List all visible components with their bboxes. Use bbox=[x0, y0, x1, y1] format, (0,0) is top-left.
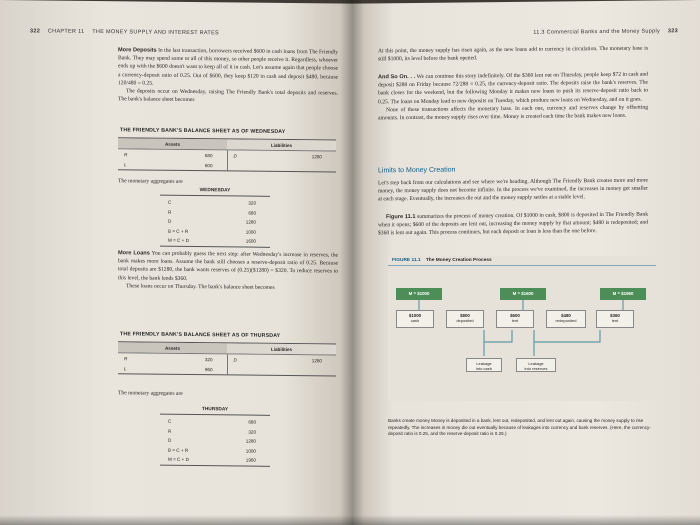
leakage-cash-box bbox=[466, 358, 502, 372]
m-box: M = $1960 bbox=[600, 288, 646, 300]
m-box: M = $1600 bbox=[500, 288, 546, 300]
para-soon-text: We can continue this story indefinitely. Of the $360 lent out on Thursday, people keep $72 in cash and deposit $288 on Friday because 72/288 = 0.25, the currency-deposit ratio. The deposits raise the bank's reserves. The bank closes for the weekend, but the following Monday it makes new loans to push its reserve-deposit ratio back to 0.25. The loans on Monday lead to new deposits on Tuesday, which produce new loans on Wednesday, and on it goes. bbox=[378, 71, 648, 105]
table1-liabilities-header: Liabilities bbox=[227, 139, 336, 150]
table-row bbox=[118, 159, 227, 170]
row-key: R bbox=[168, 428, 172, 434]
row-key: B = C + R bbox=[168, 228, 189, 234]
runin-more-loans: More Loans bbox=[118, 250, 150, 257]
para-loans-text: You can probably guess the next step: after Wednesday's increase in reserves, the bank makes more loans. Assume the bank still chooses a reserve-deposit ratio of 0.25. Because total deposits are $1280, the bank wants reserves of (0.25)($1280) = $320. To reduce reserves to this level, the bank lends $360. bbox=[118, 250, 338, 282]
figure-rule bbox=[388, 265, 656, 266]
left-running-head bbox=[30, 28, 219, 36]
row-key: D bbox=[168, 219, 172, 225]
balance-sheet-wednesday bbox=[118, 137, 336, 172]
table2-body bbox=[118, 353, 336, 375]
row-value: 320 bbox=[204, 356, 213, 362]
figure-title-text: The Money Creation Process bbox=[425, 258, 492, 263]
row-key: C bbox=[168, 419, 172, 425]
row-key: L bbox=[124, 161, 127, 167]
book-gutter bbox=[340, 0, 364, 525]
left-running-title: THE MONEY SUPPLY AND INTEREST RATES bbox=[92, 28, 220, 37]
balance-sheet-thursday bbox=[118, 341, 336, 376]
row-value: 320 bbox=[248, 429, 256, 435]
row-key: R bbox=[124, 355, 128, 361]
flow-label: lent bbox=[611, 318, 619, 323]
para-limits: Let's step back from our calculations and see where we're heading. Although The Friendly Bank creates more and more money, the money supply does not become infinite. In the process we've examined, the increases in money get smaller at each stage. Eventually, the increases die out and the money supply settles at a stable level. bbox=[378, 177, 648, 203]
table1-body bbox=[118, 149, 336, 171]
bottom-edge-shadow bbox=[0, 515, 700, 525]
agg1-intro: The monetary aggregates are bbox=[118, 178, 183, 185]
table1-assets bbox=[118, 149, 228, 170]
runin-and-so-on: And So On. . . bbox=[378, 73, 416, 81]
right-running-head bbox=[533, 28, 678, 36]
aggregates-wednesday bbox=[160, 188, 270, 248]
flow-amount: $1000 bbox=[408, 313, 422, 318]
aggregates-thursday bbox=[160, 407, 270, 467]
row-value: 600 bbox=[204, 162, 213, 168]
flow-box-redeposited bbox=[546, 310, 586, 328]
flow-amount: $360 bbox=[610, 313, 620, 318]
row-key: R bbox=[124, 151, 128, 157]
table1-assets-header: Assets bbox=[118, 138, 227, 149]
flow-label: cash bbox=[410, 318, 420, 323]
row-value: 1000 bbox=[245, 448, 256, 454]
row-value: 1000 bbox=[245, 229, 256, 235]
flow-box-cash bbox=[396, 310, 434, 328]
table-row bbox=[160, 236, 270, 247]
table2-liabilities bbox=[228, 354, 337, 375]
left-page-number: 322 bbox=[30, 28, 41, 35]
agg1-title: WEDNESDAY bbox=[160, 188, 270, 197]
row-value: 1280 bbox=[311, 153, 322, 159]
row-value: 1280 bbox=[311, 357, 322, 363]
row-value: 1600 bbox=[245, 238, 256, 244]
flow-box-deposited bbox=[446, 310, 484, 328]
para-fig-text: summarizes the process of money creation. Of $1000 in cash, $800 is deposited in The Friendly Bank when it opens; $600 of the deposits are lent out, increasing the money supply by that amount; $480 is redeposited; and $360 is lent out again. This process continues, but each deposit or loan is less than the one before. bbox=[378, 211, 648, 237]
row-key: C bbox=[168, 200, 172, 206]
flow-amount: $600 bbox=[510, 313, 520, 318]
row-key: D bbox=[233, 356, 237, 362]
chapter-label: CHAPTER 11 bbox=[47, 28, 85, 35]
para-more-deposits bbox=[118, 46, 338, 106]
row-key: D bbox=[168, 438, 172, 444]
flow-amount: $800 bbox=[460, 313, 470, 318]
table2-assets bbox=[118, 353, 228, 374]
table-row bbox=[228, 354, 337, 365]
row-value: 320 bbox=[248, 200, 256, 206]
agg2-rows bbox=[160, 417, 270, 467]
row-key: B = C + R bbox=[168, 447, 189, 453]
para-top: At this point, the money supply has risen again, as the new loans add to currency in circulation. The monetary base is still $1000, its level before the bank opened. bbox=[378, 45, 648, 63]
table1-title: THE FRIENDLY BANK'S BALANCE SHEET AS OF WEDNESDAY bbox=[120, 127, 286, 135]
figure-caption: Banks create money Money is deposited in a bank, lent out, redeposited, and lent out again, causing the money supply to rise repeatedly. The increases in money die out eventually because of leakages into currency and bank reserves. (Here, the currency-deposit ratio is 0.25, and the reserve-deposit ratio is 0.25.) bbox=[388, 418, 651, 436]
row-value: 1280 bbox=[245, 438, 256, 444]
flow-amount: $480 bbox=[561, 313, 571, 318]
row-key: L bbox=[124, 365, 127, 371]
para-figure-ref bbox=[378, 211, 648, 238]
flow-box-lent-again bbox=[596, 310, 634, 328]
row-value: 680 bbox=[204, 152, 213, 158]
leak-label: Leakage bbox=[528, 361, 544, 366]
leakage-reserves-box bbox=[516, 358, 556, 372]
agg2-title: THURSDAY bbox=[160, 407, 270, 416]
flow-label: redeposited bbox=[555, 318, 577, 323]
table-row bbox=[160, 455, 270, 466]
table-row bbox=[228, 150, 337, 161]
runin-more-deposits: More Deposits bbox=[118, 47, 157, 54]
figure-label: FIGURE 11.1 bbox=[392, 258, 421, 263]
agg2-intro: The monetary aggregates are bbox=[118, 390, 183, 397]
table1-liabilities bbox=[228, 150, 337, 171]
row-value: 680 bbox=[248, 419, 256, 425]
para-deposits-text-2: The deposits occur on Wednesday, raising The Friendly Bank's total deposits and reserves. The bank's balance sheet becomes bbox=[118, 88, 338, 104]
table2-assets-header: Assets bbox=[118, 342, 227, 353]
runin-figure-ref: Figure 11.1 bbox=[386, 213, 416, 221]
figure-title bbox=[392, 258, 492, 263]
row-key: M = C + D bbox=[168, 238, 189, 244]
flow-label: lent bbox=[511, 318, 519, 323]
leak-label: Leakage bbox=[476, 361, 492, 366]
m-box: M = $1000 bbox=[396, 288, 442, 300]
flow-box-lent bbox=[496, 310, 534, 328]
right-running-title: 11.3 Commercial Banks and the Money Supply bbox=[533, 28, 661, 36]
row-value: 1280 bbox=[245, 219, 256, 225]
row-value: 960 bbox=[204, 366, 213, 372]
flow-label: deposited bbox=[456, 318, 474, 323]
row-value: 1960 bbox=[245, 457, 256, 463]
row-key: D bbox=[233, 152, 237, 158]
para-and-so-on bbox=[378, 71, 648, 123]
section-title-limits: Limits to Money Creation bbox=[378, 166, 456, 175]
agg1-rows bbox=[160, 198, 270, 248]
table-row bbox=[118, 363, 227, 374]
para-loans-text-2: These loans occur on Thursday. The bank's balance sheet becomes bbox=[126, 283, 275, 291]
row-key: M = C + D bbox=[168, 457, 189, 463]
row-key: R bbox=[168, 209, 172, 215]
para-deposits-text: In the last transaction, borrowers received $600 in cash loans from The Friendly Bank. They may spend some or all of this money, so other people receive it. Regardless, whoever ends up with the $600 doesn't want to keep all of it in cash. Let's assume again that people choose a currency-deposit ratio of 0.25. Out of $600, they keep $120 in cash and deposit $480, because 120/480 = 0.25. bbox=[118, 47, 339, 87]
para-more-loans bbox=[118, 249, 338, 292]
leak-label: into reserves bbox=[524, 366, 548, 371]
para-soon-text-2: None of these transactions affects the monetary base. In each one, currency and reserves change by offsetting amounts. In contrast, the money supply rises over time. Money is created each time the bank makes new loans. bbox=[378, 104, 648, 122]
right-page-number: 323 bbox=[667, 28, 678, 35]
leak-label: into cash bbox=[475, 366, 492, 371]
table2-title: THE FRIENDLY BANK'S BALANCE SHEET AS OF THURSDAY bbox=[120, 331, 281, 339]
table2-liabilities-header: Liabilities bbox=[227, 343, 336, 354]
row-value: 680 bbox=[248, 210, 256, 216]
